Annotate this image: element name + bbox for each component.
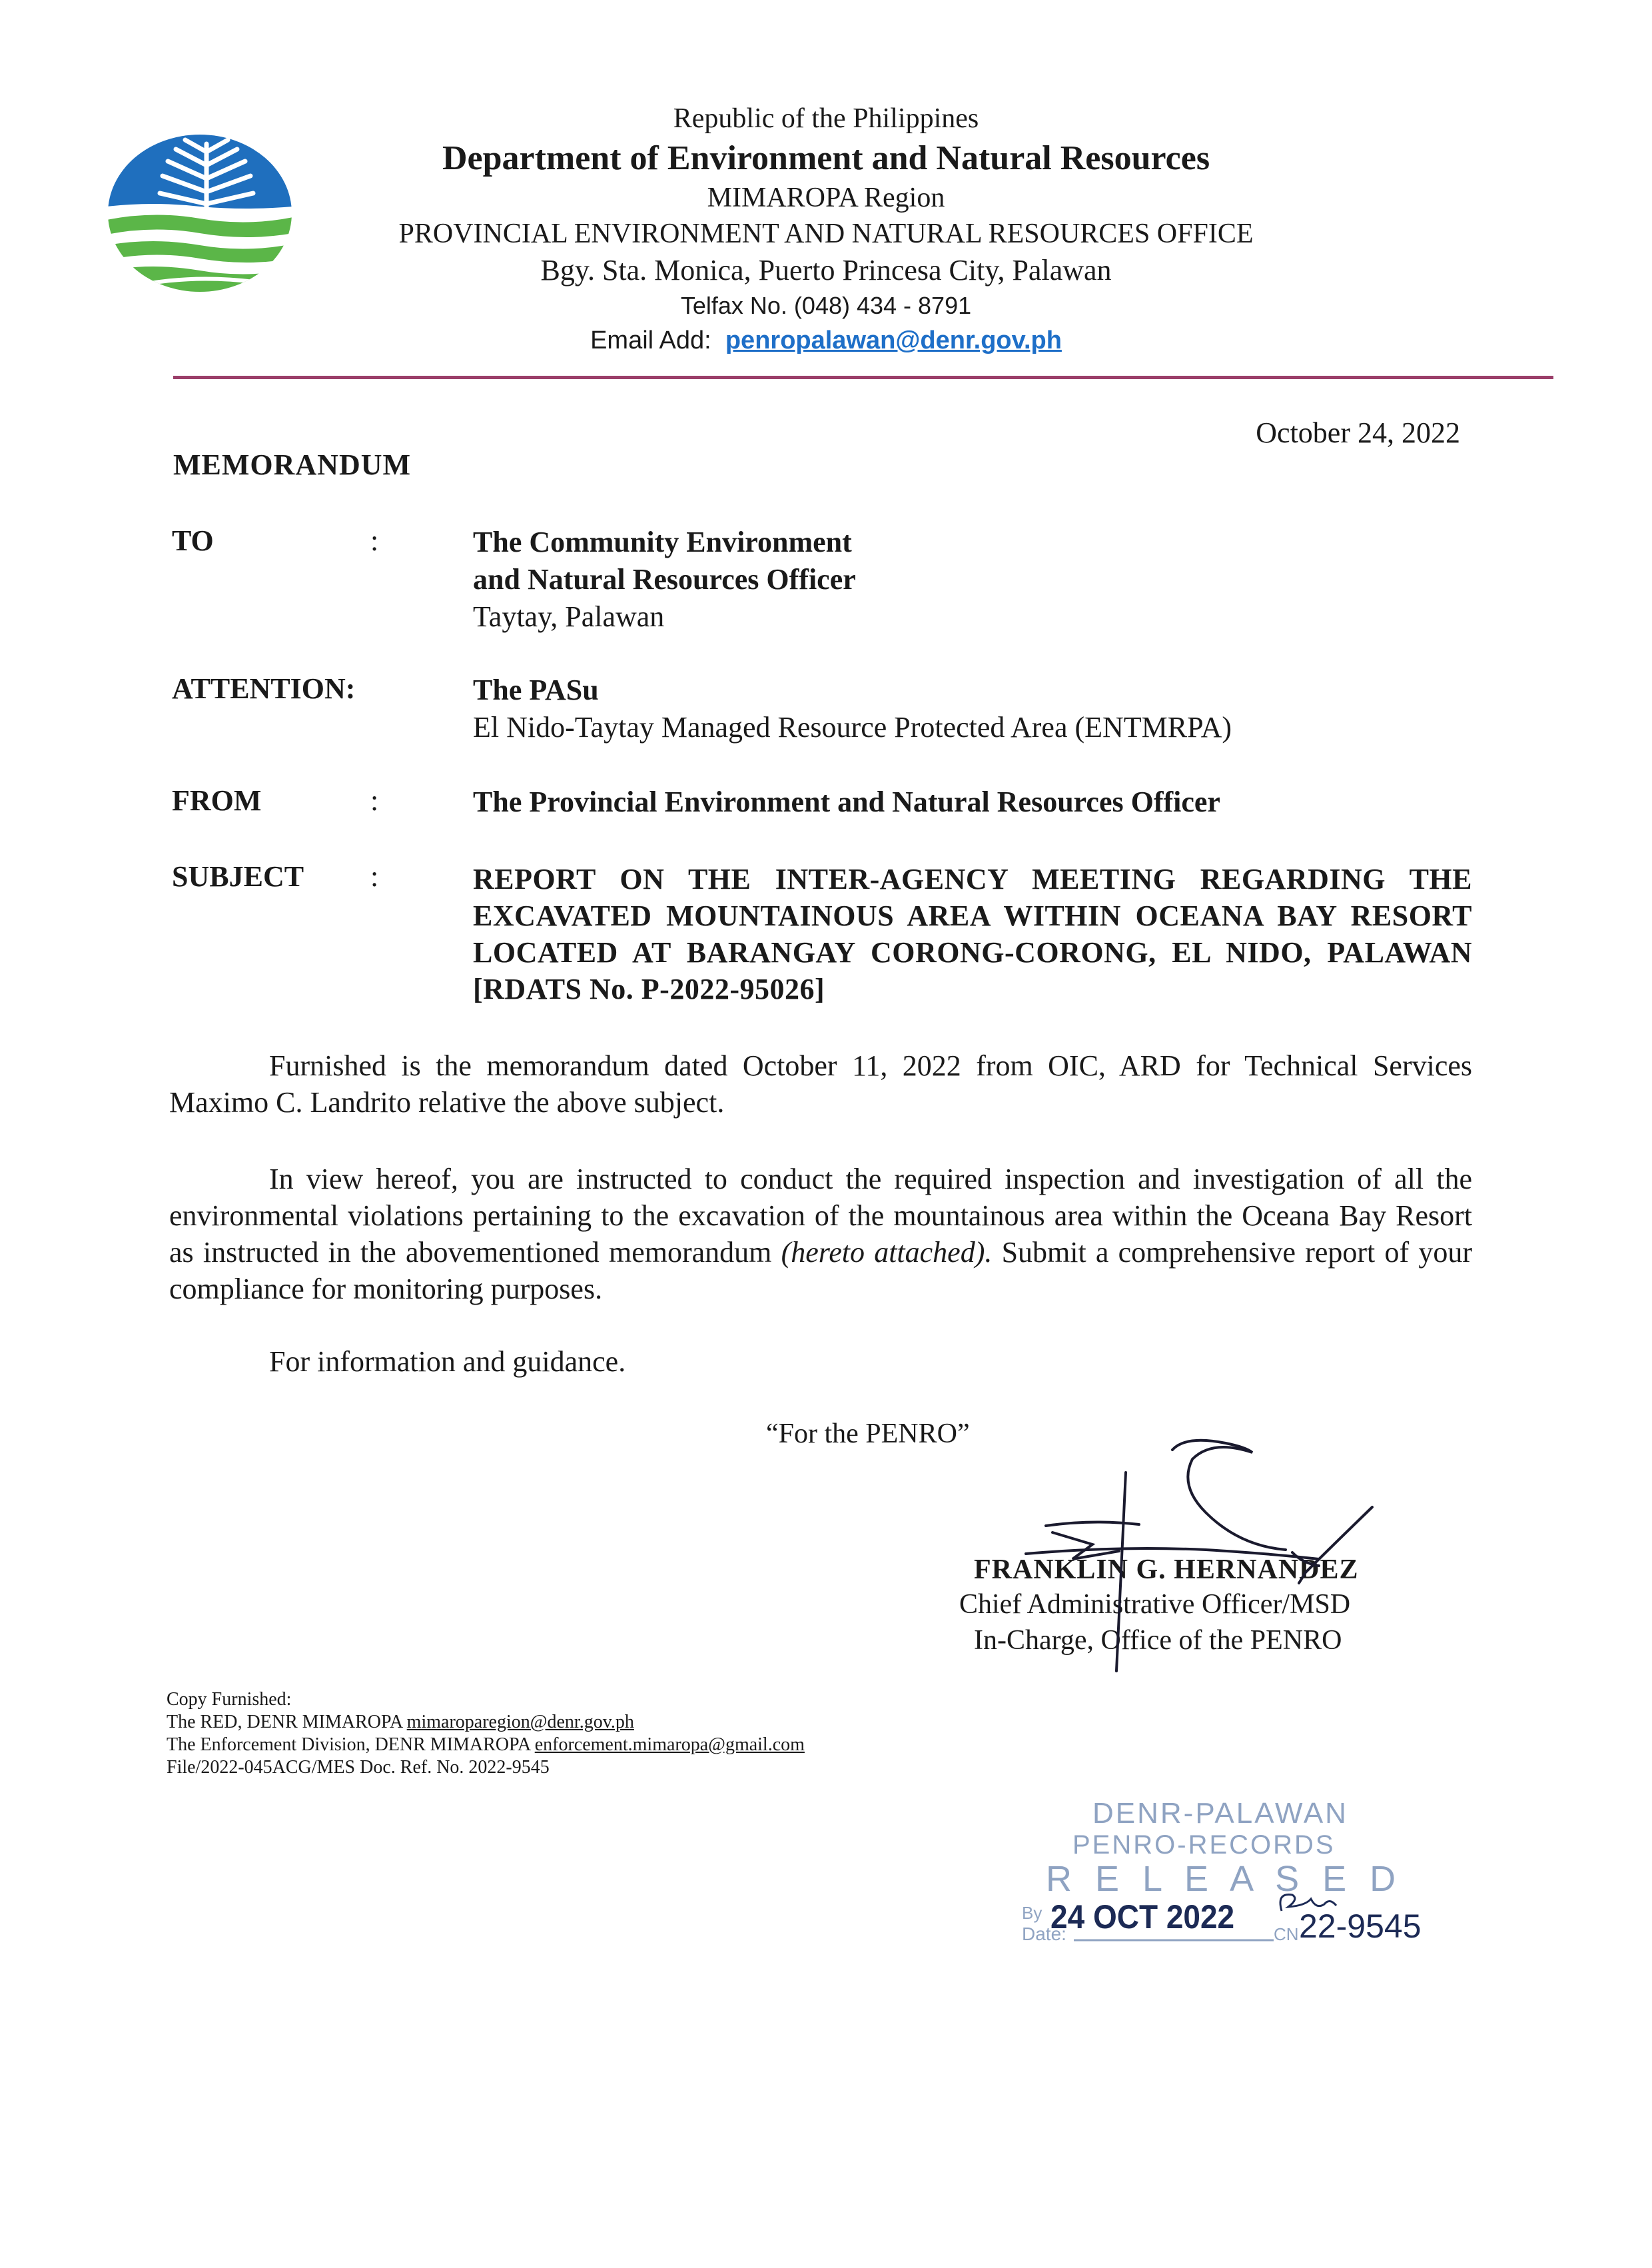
enforcement-email: enforcement.mimaropa@gmail.com — [534, 1734, 805, 1755]
copy-furnished-label: Copy Furnished: — [167, 1689, 292, 1710]
stamp-by-label: By — [1022, 1903, 1042, 1923]
subject-label: SUBJECT — [172, 860, 304, 893]
stamp-date-label: Date: — [1022, 1924, 1066, 1944]
copy-furnished-line-2: The Enforcement Division, DENR MIMAROPA enforcement.mimaropa@gmail.com — [167, 1734, 805, 1755]
from-label: FROM — [172, 784, 262, 817]
body-paragraph-2 — [169, 1161, 1472, 1307]
to-colon: : — [370, 524, 379, 557]
handwritten-signature — [986, 1432, 1412, 1672]
attention-value — [473, 672, 1232, 746]
header-divider — [173, 376, 1553, 379]
copy-furnished — [167, 1688, 805, 1779]
for-penro-line: “For the PENRO” — [766, 1418, 970, 1449]
stamp-cn-value: 22-9545 — [1299, 1908, 1422, 1945]
memo-title: MEMORANDUM — [173, 448, 412, 481]
to-line-1: The Community Environment — [473, 526, 852, 558]
stamp-line-2: PENRO-RECORDS — [1072, 1830, 1336, 1860]
subject-colon: : — [370, 860, 379, 893]
copy-furnished-line-1: The RED, DENR MIMAROPA mimaroparegion@denr.gov.ph — [167, 1712, 634, 1732]
republic-line: Republic of the Philippines — [673, 103, 979, 134]
office-line: PROVINCIAL ENVIRONMENT AND NATURAL RESOURCES OFFICE — [398, 219, 1254, 249]
body-paragraph-3: For information and guidance. — [269, 1345, 626, 1378]
to-line-3: Taytay, Palawan — [473, 600, 665, 633]
from-value: The Provincial Environment and Natural Resources Officer — [473, 786, 1220, 818]
signatory-name: FRANKLIN G. HERNANDEZ — [974, 1554, 1359, 1585]
subject-value: REPORT ON THE INTER-AGENCY MEETING REGARDING THE EXCAVATED MOUNTAINOUS AREA WITHIN OCEANA BAY RESORT LOCATED AT BARANGAY CORONG-CORONG, EL NIDO, PALAWAN [RDATS No. P-2022-95026] — [473, 863, 1472, 1005]
to-value — [473, 524, 856, 636]
stamp-cn-label: CN — [1274, 1924, 1299, 1944]
telfax-line: Telfax No. (048) 434 - 8791 — [680, 292, 972, 319]
denr-logo-icon — [107, 132, 293, 294]
released-stamp — [1013, 1792, 1492, 1952]
department-name: Department of Environment and Natural Resources — [442, 139, 1210, 177]
stamp-date-value: 24 OCT 2022 — [1050, 1899, 1235, 1936]
attention-line-1: The PASu — [473, 674, 599, 706]
to-line-2: and Natural Resources Officer — [473, 563, 856, 596]
para2-italic: (hereto attached). — [781, 1236, 993, 1269]
stamp-line-1: DENR-PALAWAN — [1092, 1797, 1348, 1830]
body-paragraph-1: Furnished is the memorandum dated October 11, 2022 from OIC, ARD for Technical Services Maximo C. Landrito relative the above subject. — [169, 1049, 1472, 1119]
region-line: MIMAROPA Region — [707, 183, 945, 213]
email-label: Email Add: — [590, 326, 711, 354]
red-email: mimaroparegion@denr.gov.ph — [406, 1712, 634, 1732]
para2-text-b: Submit a comprehensive report of your compliance for monitoring purposes. — [169, 1236, 1472, 1305]
signatory-title-2: In-Charge, Office of the PENRO — [974, 1625, 1342, 1656]
stamp-line-3: R E L E A S E D — [1046, 1859, 1403, 1899]
signatory-title-1: Chief Administrative Officer/MSD — [959, 1589, 1351, 1620]
letterhead — [320, 100, 1332, 358]
to-label: TO — [172, 524, 214, 557]
attention-label: ATTENTION: — [172, 672, 356, 705]
para2-text-a: In view hereof, you are instructed to conduct the required inspection and investigation of all the environmental violations pertaining to the excavation of the mountainous area within the Oceana Bay Resort as instructed in the abovementioned memorandum — [169, 1163, 1472, 1269]
memo-date: October 24, 2022 — [1256, 416, 1460, 449]
copy-furnished-line-3: File/2022-045ACG/MES Doc. Ref. No. 2022-9545 — [167, 1757, 550, 1778]
attention-line-2: El Nido-Taytay Managed Resource Protected Area (ENTMRPA) — [473, 711, 1232, 744]
address-line: Bgy. Sta. Monica, Puerto Princesa City, Palawan — [540, 254, 1112, 286]
email-link[interactable]: penropalawan@denr.gov.ph — [725, 326, 1062, 354]
email-line — [320, 322, 1332, 358]
from-colon: : — [370, 784, 379, 817]
